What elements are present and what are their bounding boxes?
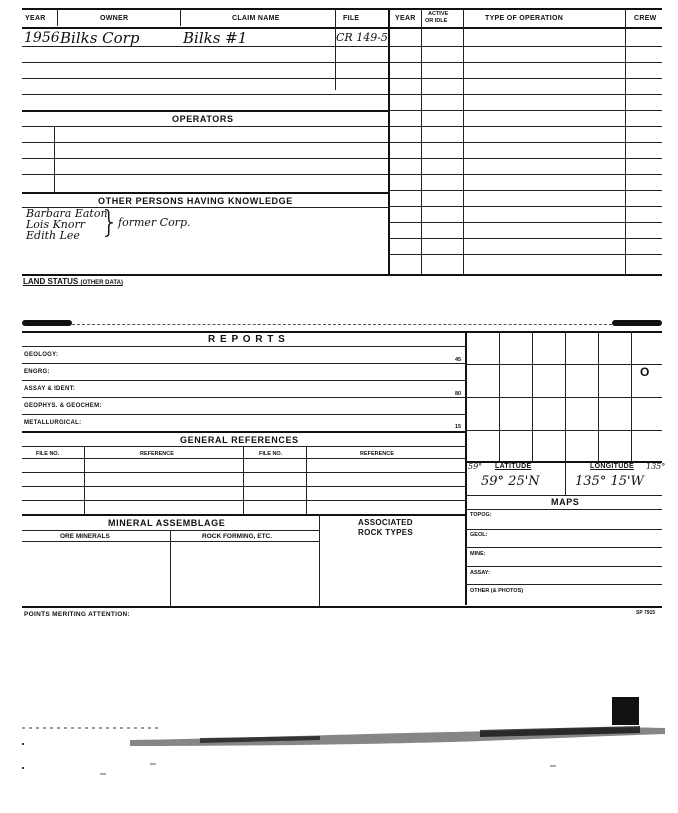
grid-line: [631, 331, 632, 461]
row-line: [388, 238, 662, 239]
general-references-title: GENERAL REFERENCES: [180, 435, 299, 445]
land-status-sub: (OTHER DATA): [80, 280, 123, 286]
long-prefix: 135°: [646, 462, 666, 471]
row-line: [388, 158, 662, 159]
row-line: [388, 142, 662, 143]
lat-prefix: 59°: [468, 462, 483, 471]
fold-line: [72, 324, 612, 325]
grid-line: [499, 331, 500, 461]
reports-top-border: [22, 331, 662, 333]
row-line: [22, 431, 465, 433]
row-line: [22, 62, 388, 63]
associated-label: ASSOCIATED: [358, 518, 413, 527]
divider: [54, 126, 55, 192]
report-num: 45: [455, 357, 462, 363]
latitude-label: LATITUDE: [495, 463, 532, 470]
grid-line: [565, 331, 566, 461]
row-line: [22, 126, 388, 127]
top-border: [22, 8, 662, 10]
ref-col-file: FILE NO.: [36, 451, 60, 457]
person-note: former Corp.: [118, 216, 191, 229]
header-or-idle: OR IDLE: [425, 18, 448, 24]
divider: [84, 446, 85, 514]
ref-col-reference-2: REFERENCE: [360, 451, 394, 457]
row-line: [465, 509, 662, 510]
row-line: [22, 514, 465, 516]
ore-minerals-label: ORE MINERALS: [60, 533, 110, 540]
row-line: [465, 584, 662, 585]
ref-col-file-2: FILE NO.: [259, 451, 283, 457]
report-num: 15: [455, 424, 462, 430]
row-line: [388, 190, 662, 191]
row-line: [22, 142, 388, 143]
land-status-text: LAND STATUS: [23, 277, 79, 286]
map-mine: MINE:: [470, 551, 486, 557]
latitude-value: 59° 25'N: [481, 474, 540, 489]
divider: [180, 10, 181, 26]
map-topog: TOPOG:: [470, 512, 492, 518]
map-geol: GEOL:: [470, 532, 488, 538]
row-line: [22, 397, 465, 398]
map-assay: ASSAY:: [470, 570, 490, 576]
row-line: [388, 94, 662, 95]
person-name: Lois Knorr: [26, 218, 86, 231]
longitude-value: 135° 15'W: [575, 474, 644, 489]
land-status-label: [23, 277, 123, 286]
row-line: [22, 158, 388, 159]
report-metallurgical: METALLURGICAL:: [24, 420, 82, 426]
divider: [306, 446, 307, 514]
row-line: [388, 62, 662, 63]
row-line: [388, 46, 662, 47]
row-line: [22, 46, 388, 47]
points-meriting-label: POINTS MERITING ATTENTION:: [24, 611, 131, 618]
ref-col-reference: REFERENCE: [140, 451, 174, 457]
row-line: [388, 126, 662, 127]
row-line: [465, 529, 662, 530]
rock-types-label: ROCK TYPES: [358, 528, 414, 537]
entry-claim-name: Bilks #1: [183, 29, 248, 47]
row-line: [22, 363, 465, 364]
form-bottom-border: [22, 606, 662, 608]
scan-noise: [0, 700, 678, 790]
row-line: [388, 174, 662, 175]
header-active: ACTIVE: [428, 11, 449, 17]
brace-mark: }: [100, 205, 120, 240]
row-line: [388, 206, 662, 207]
header-file: FILE: [343, 15, 360, 22]
row-line: [465, 566, 662, 567]
report-geophys: GEOPHYS. & GEOCHEM:: [24, 403, 102, 409]
divider: [170, 530, 171, 606]
row-line: [22, 174, 388, 175]
header-crew: CREW: [634, 15, 657, 22]
grid-line: [598, 331, 599, 461]
report-num: 80: [455, 391, 462, 397]
grid-line: [465, 397, 662, 398]
grid-line: [465, 364, 662, 365]
upper-section-bottom: [22, 274, 662, 276]
divider: [57, 10, 58, 26]
report-engrg: ENGRG:: [24, 369, 50, 375]
row-line: [388, 78, 662, 79]
reports-title: R E P O R T S: [208, 334, 286, 345]
header-type-of-operation: TYPE OF OPERATION: [485, 15, 564, 22]
header-owner: OWNER: [100, 15, 129, 22]
form-number: SP 7915: [636, 610, 656, 616]
rock-forming-label: ROCK FORMING, ETC.: [202, 533, 273, 540]
divider: [319, 514, 320, 606]
mineral-title: MINERAL ASSEMBLAGE: [108, 518, 226, 528]
punch-mark: [22, 320, 72, 326]
person-name: Edith Lee: [26, 229, 80, 242]
person-name: Barbara Eaton: [26, 207, 108, 220]
row-line: [22, 346, 465, 347]
divider: [565, 461, 566, 495]
report-geology: GEOLOGY:: [24, 352, 59, 358]
row-line: [388, 110, 662, 111]
map-other: OTHER (& PHOTOS): [470, 588, 524, 594]
row-line: [388, 254, 662, 255]
maps-title: MAPS: [551, 497, 580, 507]
row-line: [22, 192, 388, 194]
row-line: [22, 110, 388, 112]
header-year: YEAR: [25, 15, 46, 22]
longitude-label: LONGITUDE: [590, 463, 634, 470]
row-line: [22, 414, 465, 415]
row-line: [465, 547, 662, 548]
grid-line: [532, 331, 533, 461]
header-claim-name: CLAIM NAME: [232, 15, 280, 22]
grid-line: [465, 430, 662, 431]
operators-title: OPERATORS: [172, 114, 234, 124]
header-year-2: YEAR: [395, 15, 416, 22]
grid-mark: O: [640, 365, 650, 379]
row-line: [465, 495, 662, 496]
entry-file: CR 149-5: [336, 31, 388, 44]
row-line: [22, 78, 388, 79]
punch-mark: [612, 320, 662, 326]
entry-year: 1956: [24, 30, 60, 46]
row-line: [388, 222, 662, 223]
row-line: [22, 380, 465, 381]
report-assay: ASSAY & IDENT:: [24, 386, 76, 392]
entry-owner: Bilks Corp: [60, 29, 140, 47]
other-persons-title: OTHER PERSONS HAVING KNOWLEDGE: [98, 196, 293, 206]
divider: [243, 446, 244, 514]
row-line: [22, 94, 388, 95]
reports-right-border: [465, 331, 467, 605]
